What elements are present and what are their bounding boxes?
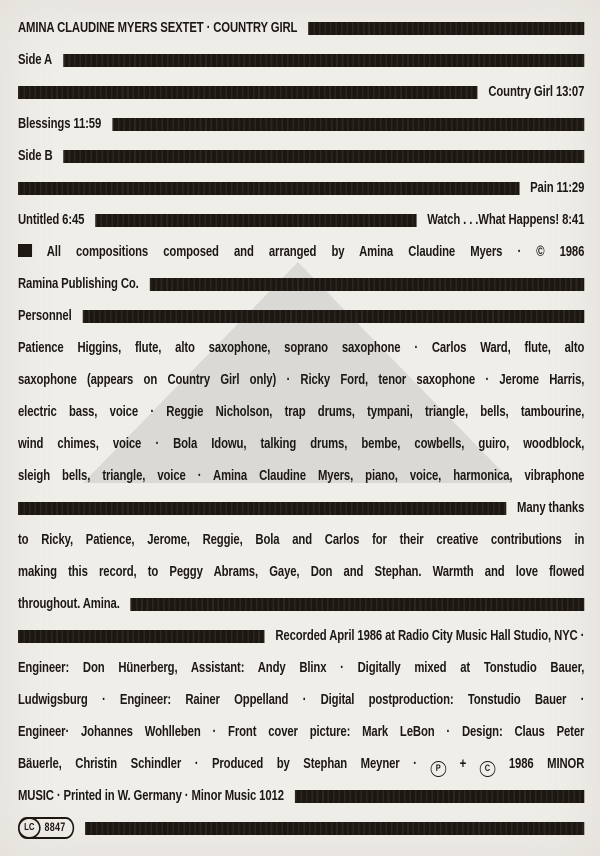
redaction-bar [150, 278, 585, 291]
thanks-closing: throughout. Amina. [18, 596, 120, 612]
personnel-line: saxophone (appears on Country Girl only) · Ricky Ford, tenor saxophone · Jerome Harris, [18, 372, 585, 388]
label-year: 1986 MINOR [508, 756, 585, 772]
personnel-line: Patience Higgins, flute, alto saxophone, soprano saxophone · Carlos Ward, flute, alto [18, 340, 585, 356]
compositions-row [18, 236, 584, 268]
production-line: Engineer: Don Hünerberg, Assistant: Andy Blinx · Digitally mixed at Tonstudio Bauer, [18, 660, 585, 676]
separator-dot: · [517, 244, 522, 260]
publisher-name: Ramina Publishing Co. [18, 276, 139, 292]
production-line: Ludwigsburg · Engineer: Rainer Oppelland · Digital postproduction: Tonstudio Bauer · [18, 692, 585, 708]
compositions-credit: All compositions composed and arranged by Amina Claudine Myers [46, 244, 503, 260]
printed-credit: MUSIC · Printed in W. Germany · Minor Music 1012 [18, 788, 284, 804]
black-square-marker-icon [18, 244, 32, 257]
thanks-line: to Ricky, Patience, Jerome, Reggie, Bola and Carlos for their creative contributions in [18, 532, 585, 548]
recorded-row [18, 620, 584, 652]
track-row-untitled-watch [18, 204, 584, 236]
redaction-bar [308, 22, 584, 35]
redaction-bar [18, 630, 264, 643]
printed-row [18, 780, 584, 812]
production-line: Engineer· Johannes Wohlleben · Front cover picture: Mark LeBon · Design: Claus Peter [18, 724, 585, 740]
track-title-watch: Watch . . .What Happens! 8:41 [427, 212, 585, 228]
copyright-icon: C [480, 761, 496, 777]
personnel-header-row [18, 300, 584, 332]
personnel-line: wind chimes, voice · Bola Idowu, talking drums, bembe, cowbells, guiro, woodblock, [18, 436, 585, 452]
redaction-bar [83, 310, 585, 323]
track-title-pain: Pain 11:29 [530, 180, 585, 196]
thanks-line: making this record, to Peggy Abrams, Gaye, Don and Stephan. Warmth and love flowed [18, 564, 585, 580]
track-row-pain [18, 172, 584, 204]
thanks-lead: Many thanks [517, 500, 585, 516]
personnel-line: electric bass, voice · Reggie Nicholson, trap drums, tympani, triangle, bells, tambourine, [18, 404, 585, 420]
redaction-bar [95, 214, 416, 227]
plus-sign: + [459, 756, 467, 772]
phonogram-icon: P [430, 761, 446, 777]
pc-symbols-row [18, 748, 584, 780]
side-a-row [18, 44, 584, 76]
redaction-bar [63, 150, 584, 163]
label-code-row [18, 812, 584, 844]
thanks-lead-row [18, 492, 584, 524]
track-title-blessings: Blessings 11:59 [18, 116, 102, 132]
track-row-blessings [18, 108, 584, 140]
label-code-number: 8847 [44, 822, 66, 834]
lc-circle-icon: LC [18, 817, 41, 839]
track-title-untitled: Untitled 6:45 [18, 212, 85, 228]
redaction-bar [18, 182, 519, 195]
label-code-badge [18, 817, 74, 839]
side-a-label: Side A [18, 52, 53, 68]
personnel-label: Personnel [18, 308, 72, 324]
redaction-bar [131, 598, 585, 611]
side-b-row [18, 140, 584, 172]
redaction-bar [18, 502, 506, 515]
redaction-bar [112, 118, 584, 131]
album-title: AMINA CLAUDINE MYERS SEXTET · COUNTRY GIRL [18, 20, 298, 36]
track-row-country-girl [18, 76, 584, 108]
recorded-credit: Recorded April 1986 at Radio City Music Hall Studio, NYC · [275, 628, 585, 644]
redaction-bar [63, 54, 584, 67]
title-row [18, 12, 584, 44]
side-b-label: Side B [18, 148, 53, 164]
personnel-line: sleigh bells, triangle, voice · Amina Claudine Myers, piano, voice, harmonica, vibraphone [18, 468, 585, 484]
thanks-closing-row [18, 588, 584, 620]
redaction-bar [85, 822, 584, 835]
redaction-bar [295, 790, 584, 803]
publisher-row [18, 268, 584, 300]
producer-credit: Bäuerle, Christin Schindler · Produced by Stephan Meyner · [18, 756, 417, 772]
redaction-bar [18, 86, 477, 99]
track-title-country-girl: Country Girl 13:07 [488, 84, 585, 100]
copyright-year: © 1986 [536, 244, 585, 260]
